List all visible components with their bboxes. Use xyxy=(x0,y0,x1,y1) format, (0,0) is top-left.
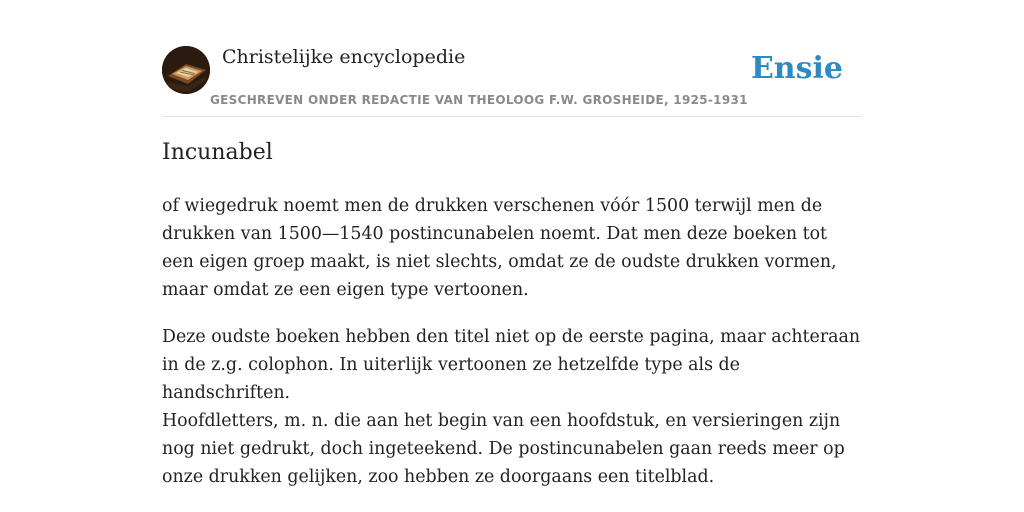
source-avatar[interactable] xyxy=(162,46,210,94)
source-subtitle: GESCHREVEN ONDER REDACTIE VAN THEOLOOG F.W. GROSHEIDE, 1925-1931 xyxy=(210,93,748,107)
paragraph-1: of wiegedruk noemt men de drukken verschenen vóór 1500 terwijl men de drukken van 1500—1540 postincunabelen noemt. Dat men deze boeken tot een eigen groep maakt, is niet slechts, omdat ze de oudste drukken vormen, maar omdat ze een eigen type vertoonen. xyxy=(162,196,837,300)
source-header xyxy=(162,46,862,117)
paragraph-3: Hoofdletters, m. n. die aan het begin van een hoofdstuk, en versieringen zijn nog niet gedrukt, doch ingeteekend. De postincunabelen gaan reeds meer op onze drukken gelijken, zoo hebben ze doorgaans een titelblad. xyxy=(162,411,845,487)
book-photo-icon xyxy=(162,46,210,94)
paragraph-2: Deze oudste boeken hebben den titel niet op de eerste pagina, maar achteraan in de z.g. colophon. In uiterlijk vertoonen ze hetzelfde type als de handschriften. xyxy=(162,327,861,403)
source-title[interactable]: Christelijke encyclopedie xyxy=(222,46,466,68)
brand-logo[interactable]: Ensie xyxy=(750,51,843,86)
entry-title: Incunabel xyxy=(162,140,273,165)
